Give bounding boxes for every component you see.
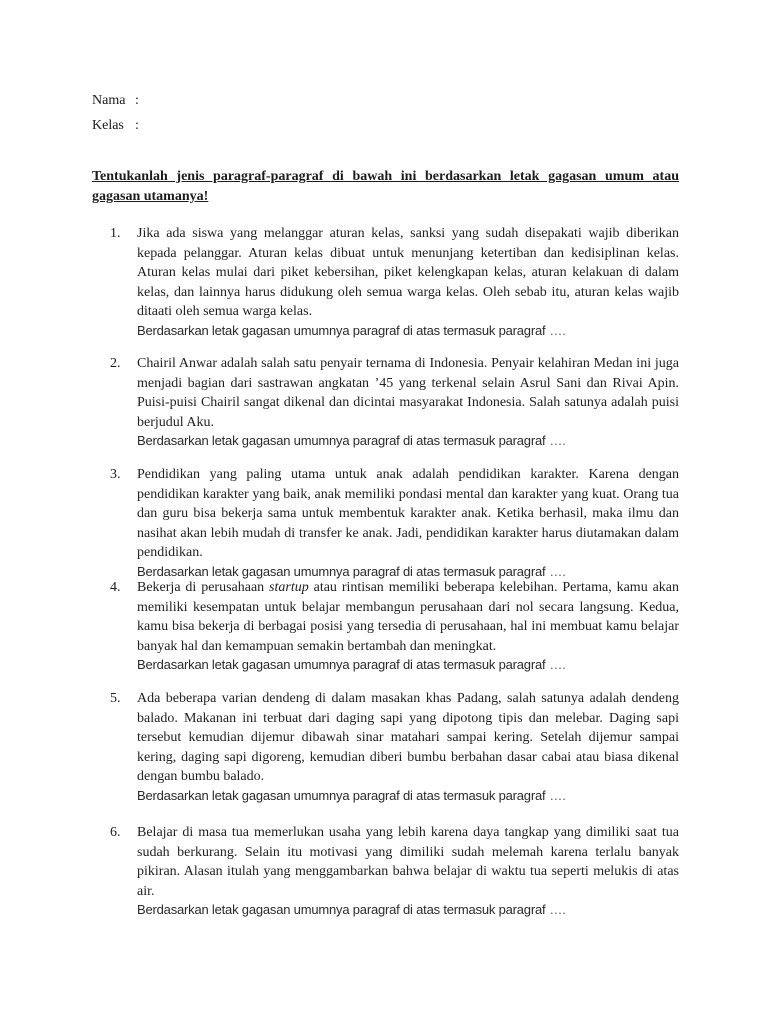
answer-blank: …. xyxy=(549,657,566,672)
answer-prompt: Berdasarkan letak gagasan umumnya paragraf di atas termasuk paragraf xyxy=(137,563,546,579)
question-item-1 xyxy=(110,224,679,339)
item-number: 4. xyxy=(110,580,121,595)
answer-prompt: Berdasarkan letak gagasan umumnya paragraf di atas termasuk paragraf xyxy=(137,322,546,338)
answer-line xyxy=(137,901,679,918)
paragraph-text: Jika ada siswa yang melanggar aturan kelas, sanksi yang sudah disepakati wajib diberikan kepada pelanggar. Aturan kelas dibuat untuk menunjang ketertiban dan kedisiplinan kelas. Aturan kelas mulai dari piket kebersihan, piket kelengkapan kelas, aturan kelakuan di dalam kelas, dan lainnya harus didukung oleh semua warga kelas. Oleh sebab itu, aturan kelas wajib ditaati oleh semua warga kelas. xyxy=(137,226,679,319)
item-number: 2. xyxy=(110,356,121,371)
answer-line xyxy=(137,787,679,804)
italic-term: startup xyxy=(269,580,309,595)
answer-blank: …. xyxy=(549,563,566,579)
instruction-heading: Tentukanlah jenis paragraf-paragraf di bawah ini berdasarkan letak gagasan umum atau gagasan utamanya! xyxy=(92,169,679,204)
answer-prompt: Berdasarkan letak gagasan umumnya paragraf di atas termasuk paragraf xyxy=(137,787,546,803)
paragraph-text: Ada beberapa varian dendeng di dalam masakan khas Padang, salah satunya adalah dendeng balado. Makanan ini terbuat dari daging sapi yang dipotong tipis dan melebar. Daging sapi tersebut kemudian dijemur dibawah sinar matahari sampai kering. Setelah dijemur sampai kering, daging sapi digoreng, kemudian diberi bumbu berbahan dasar cabai atau biasa dikenal dengan bumbu balado. xyxy=(137,691,679,784)
question-item-4 xyxy=(110,578,679,673)
paragraph-text: Pendidikan yang paling utama untuk anak adalah pendidikan karakter. Karena dengan pendidikan karakter yang baik, anak memiliki pondasi mental dan karakter yang kuat. Orang tua dan guru bisa bekerja sama untuk membentuk karakter anak. Ketika berhasil, maka ilmu dan nasihat akan lebih mudah di transfer ke anak. Jadi, pendidikan karakter harus diutamakan dalam pendidikan. xyxy=(137,467,679,560)
nama-label: Nama xyxy=(92,93,126,108)
answer-prompt: Berdasarkan letak gagasan umumnya paragraf di atas termasuk paragraf xyxy=(137,433,546,448)
item-number: 3. xyxy=(110,467,121,482)
question-item-3 xyxy=(110,465,679,580)
kelas-separator: : xyxy=(135,118,139,133)
paragraph-text: Belajar di masa tua memerlukan usaha yang lebih karena daya tangkap yang dimiliki saat tua sudah berkurang. Selain itu motivasi yang dimiliki sudah melemah karena terlalu banyak pikiran. Alasan itulah yang menggambarkan bahwa belajar di waktu tua seperti melukis di atas air. xyxy=(137,825,679,899)
question-item-6 xyxy=(110,823,679,918)
answer-blank: …. xyxy=(549,787,566,803)
answer-prompt: Berdasarkan letak gagasan umumnya paragraf di atas termasuk paragraf xyxy=(137,657,546,672)
answer-line xyxy=(137,563,679,580)
item-number: 6. xyxy=(110,825,121,840)
paragraph-text: Chairil Anwar adalah salah satu penyair ternama di Indonesia. Penyair kelahiran Medan ini juga menjadi bagian dari sastrawan angkatan ’45 yang terkenal selain Asrul Sani dan Rivai Apin. Puisi-puisi Chairil sangat dikenal dan dicintai masyarakat Indonesia. Salah satunya adalah puisi berjudul Aku. xyxy=(137,356,679,430)
answer-line xyxy=(137,322,679,339)
nama-separator: : xyxy=(135,93,139,108)
kelas-field xyxy=(92,118,139,134)
answer-line xyxy=(137,432,679,449)
question-item-5 xyxy=(110,689,679,804)
paragraph-text-rest: atau rintisan memiliki beberapa kelebihan. Pertama, kamu akan memiliki kesempatan untuk belajar membangun perusahaan dari nol secara langsung. Kedua, kamu bisa bekerja di berbagai posisi yang tersedia di perusahaan, hal ini membuat kamu belajar banyak hal dan kemampuan semakin bertambah dan meningkat. xyxy=(137,580,680,654)
paragraph-text-start: Bekerja di perusahaan xyxy=(137,580,270,595)
item-number: 1. xyxy=(110,226,121,241)
answer-blank: …. xyxy=(549,433,566,448)
item-number: 5. xyxy=(110,691,121,706)
question-item-2 xyxy=(110,354,679,449)
answer-blank: …. xyxy=(549,902,566,917)
kelas-label: Kelas xyxy=(92,118,124,133)
answer-prompt: Berdasarkan letak gagasan umumnya paragraf di atas termasuk paragraf xyxy=(137,902,546,917)
answer-blank: …. xyxy=(549,322,566,338)
answer-line xyxy=(137,656,679,673)
nama-field xyxy=(92,93,139,109)
paragraph-text xyxy=(137,578,679,656)
